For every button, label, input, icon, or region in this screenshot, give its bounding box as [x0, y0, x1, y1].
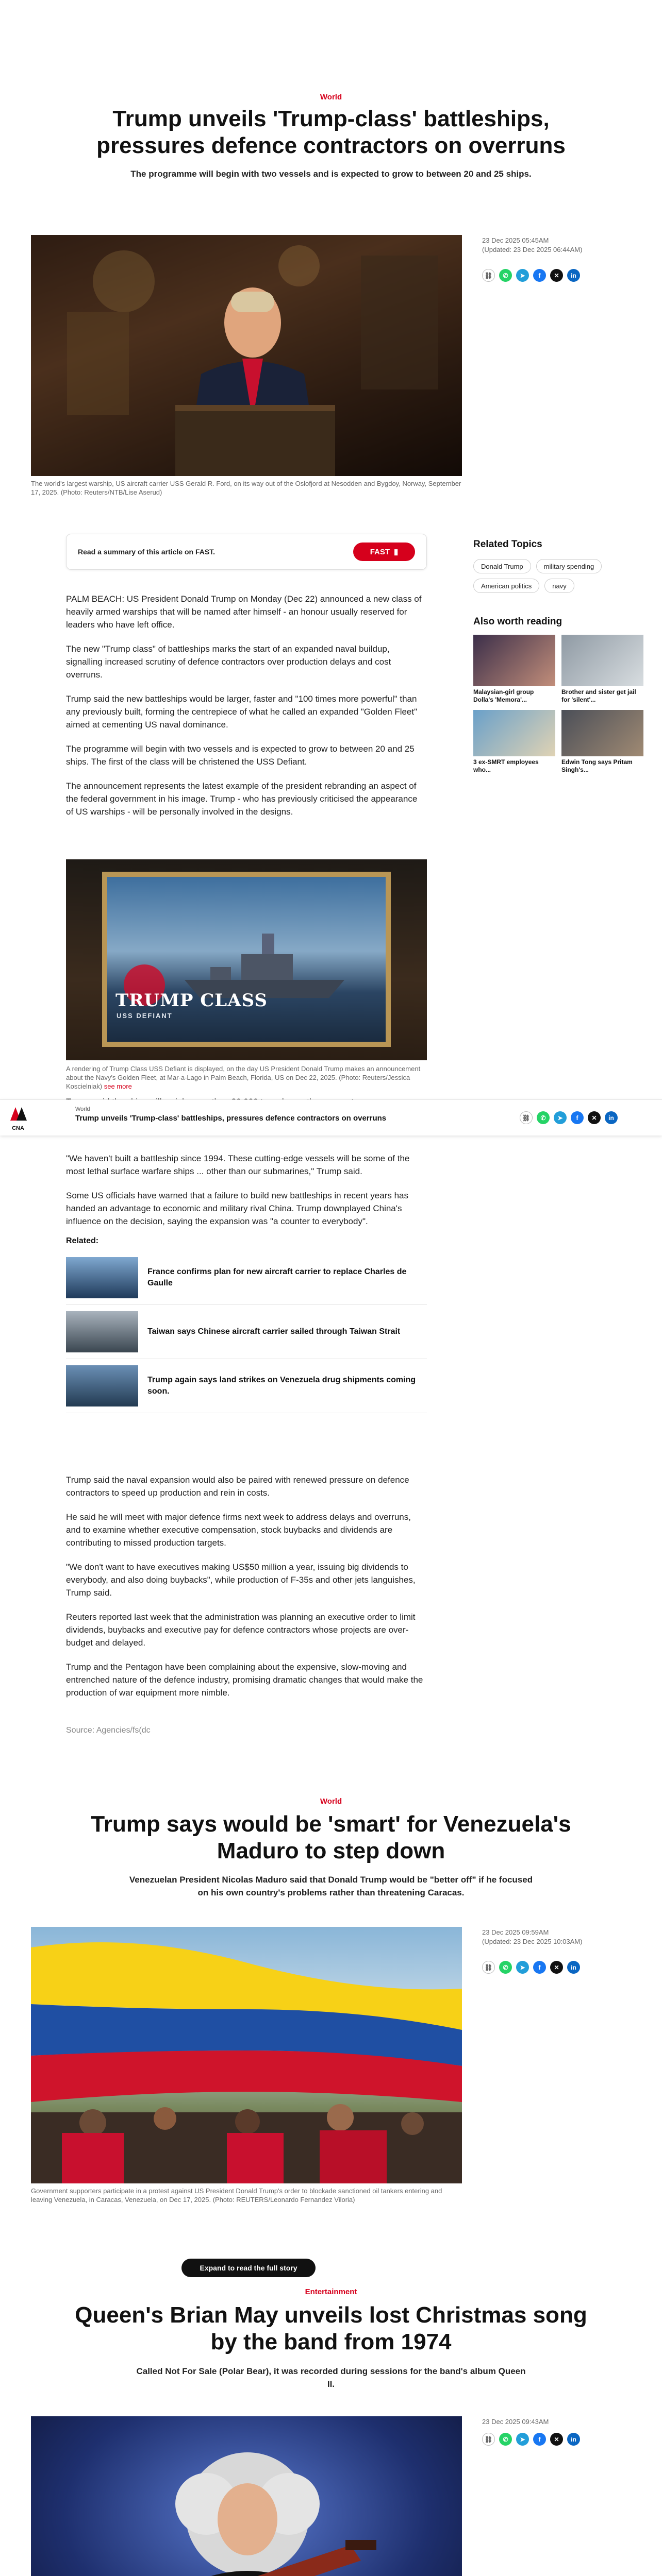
copy-link-icon[interactable]: ⛓: [482, 1961, 495, 1974]
body-paragraph: The new "Trump class" of battleships marks the start of an expanded naval buildup, signalling increased scrutiny of defence contractors over production delays and cost overruns.: [66, 644, 391, 680]
also-worth-reading-heading: Also worth reading: [473, 616, 562, 627]
expand-full-story-button[interactable]: Expand to read the full story: [181, 2259, 316, 2277]
facebook-icon[interactable]: f: [533, 1961, 546, 1974]
article-standfirst: Venezuelan President Nicolas Maduro said that Donald Trump would be "better off" if he focused on his own country's problems rather than threatening Caracas.: [129, 1875, 533, 1897]
sticky-share-bar: [520, 1111, 618, 1124]
cna-logo-text: CNA: [12, 1125, 24, 1131]
body-paragraph: Trump said the new battleships would be larger, faster and "100 times more powerful" than any previously built, forming the centrepiece of what he called an expanded "Golden Fleet" aimed at cementing US naval dominance.: [66, 694, 418, 730]
whatsapp-icon[interactable]: ✆: [499, 2433, 512, 2446]
related-item[interactable]: [66, 1359, 427, 1413]
published-time: 23 Dec 2025 09:43AM: [482, 2418, 549, 2426]
whatsapp-icon[interactable]: ✆: [537, 1111, 550, 1124]
share-bar: [482, 269, 580, 282]
body-paragraph: "We haven't built a battleship since 1994. These cutting-edge vessels will be some of the most lethal surface warfare ships ... other than our submarines," Trump said.: [66, 1154, 410, 1176]
sticky-category: World: [75, 1106, 90, 1112]
related-title: Taiwan says Chinese aircraft carrier sailed through Taiwan Strait: [147, 1327, 401, 1336]
topic-chip[interactable]: military spending: [536, 559, 602, 573]
related-item[interactable]: [66, 1305, 427, 1359]
topic-chip[interactable]: Donald Trump: [473, 559, 531, 573]
fast-summary-box: [66, 534, 427, 570]
sticky-title: Trump unveils 'Trump-class' battleships, pressures defence contractors on overruns: [75, 1114, 387, 1123]
also-thumb: [473, 635, 555, 686]
also-title: Edwin Tong says Pritam Singh's...: [561, 758, 633, 773]
rendering-image-caption: [66, 1064, 427, 1091]
related-item[interactable]: [66, 1251, 427, 1305]
see-more-link[interactable]: see more: [104, 1082, 132, 1090]
venezuela-protest-image: [31, 1927, 462, 2183]
related-list: [66, 1251, 427, 1413]
published-time: 23 Dec 2025 09:59AM: [482, 1928, 549, 1936]
x-icon[interactable]: ✕: [588, 1111, 601, 1124]
brian-may-image: [31, 2416, 462, 2576]
linkedin-icon[interactable]: in: [567, 269, 580, 282]
facebook-icon[interactable]: f: [571, 1111, 584, 1124]
fast-icon: ▮: [394, 548, 399, 556]
linkedin-icon[interactable]: in: [567, 2433, 580, 2446]
fast-label: FAST: [370, 547, 390, 556]
x-icon[interactable]: ✕: [550, 269, 563, 282]
whatsapp-icon[interactable]: ✆: [499, 269, 512, 282]
article-body-a: [66, 592, 427, 829]
related-thumb: [66, 1257, 138, 1298]
article-source: Source: Agencies/fs(dc: [66, 1726, 151, 1735]
published-time: 23 Dec 2025 05:45AM: [482, 236, 549, 244]
telegram-icon[interactable]: ➤: [554, 1111, 567, 1124]
related-title: Trump again says land strikes on Venezuela drug shipments coming soon.: [147, 1376, 416, 1396]
body-paragraph: He said he will meet with major defence firms next week to address delays and overruns, and to examine whether executive compensation, stock buybacks and dividends are contributing to missed production targets.: [66, 1512, 411, 1548]
also-thumb: [473, 710, 555, 756]
venezuela-image-caption: Government supporters participate in a protest against US President Donald Trump's order to blockade sanctioned oil tankers entering and leaving Venezuela, in Caracas, Venezuela, on Dec 17, 2025. (Photo: REUTERS/Leonardo Fernandez Viloria): [31, 2187, 442, 2204]
related-thumb: [66, 1311, 138, 1352]
topic-chip[interactable]: American politics: [473, 579, 539, 593]
article-standfirst: The programme will begin with two vessels and is expected to grow to between 20 and 25 ships.: [130, 169, 532, 179]
body-paragraph: PALM BEACH: US President Donald Trump on Monday (Dec 22) announced a new class of heavily armed warships that will be named after himself - an honour usually reserved for leaders who have left office.: [66, 594, 422, 630]
also-title: 3 ex-SMRT employees who...: [473, 758, 539, 773]
copy-link-icon[interactable]: ⛓: [482, 269, 495, 282]
cna-logo[interactable]: [8, 1105, 28, 1130]
related-topics: [473, 559, 638, 593]
category-label[interactable]: World: [320, 93, 342, 101]
related-heading: Related:: [66, 1236, 99, 1245]
body-paragraph: Trump said the naval expansion would also be paired with renewed pressure on defence contractors to speed up production and rein in costs.: [66, 1475, 409, 1498]
also-item[interactable]: [561, 635, 643, 704]
article-headline: Queen's Brian May unveils lost Christmas song by the band from 1974: [75, 2302, 587, 2354]
telegram-icon[interactable]: ➤: [516, 269, 529, 282]
poster-frame: [102, 872, 391, 1047]
facebook-icon[interactable]: f: [533, 2433, 546, 2446]
also-item[interactable]: [473, 635, 555, 704]
linkedin-icon[interactable]: in: [567, 1961, 580, 1974]
related-thumb: [66, 1365, 138, 1406]
article-body-c: [66, 1473, 427, 1710]
also-item[interactable]: [561, 710, 643, 774]
battleship-rendering-image: [66, 859, 427, 1060]
poster-title: TRUMP CLASS: [115, 990, 268, 1011]
share-bar: [482, 1961, 580, 1974]
cna-logo-mark: [8, 1105, 28, 1123]
article-headline: Trump says would be 'smart' for Venezuela's Maduro to step down: [91, 1811, 571, 1863]
x-icon[interactable]: ✕: [550, 2433, 563, 2446]
caption-text: A rendering of Trump Class USS Defiant is displayed, on the day US President Donald Trump makes an announcement about the Navy's Golden Fleet, at Mar-a-Lago in Palm Beach, Florida, US on Dec 22, 2025. (Photo: Reuters/Jessica Koscielniak): [66, 1065, 421, 1090]
also-title: Brother and sister get jail for 'silent'...: [561, 688, 636, 703]
body-paragraph: Reuters reported last week that the administration was planning an executive order to limit dividends, buybacks and executive pay for defence contractors whose projects are over-budget and delayed.: [66, 1612, 416, 1648]
fast-button[interactable]: [353, 543, 415, 561]
telegram-icon[interactable]: ➤: [516, 1961, 529, 1974]
hero-image: [31, 235, 462, 476]
related-title: France confirms plan for new aircraft carrier to replace Charles de Gaulle: [147, 1267, 407, 1287]
topic-chip[interactable]: navy: [544, 579, 574, 593]
body-paragraph: "We don't want to have executives making US$50 million a year, issuing big dividends to everybody, and also doing buybacks", while production of F-35s and other jets languishes, Trump said.: [66, 1562, 416, 1598]
also-title: Malaysian-girl group Dolla's 'Memora'...: [473, 688, 534, 703]
article-standfirst: Called Not For Sale (Polar Bear), it was recorded during sessions for the band's album Queen II.: [136, 2366, 526, 2389]
body-paragraph: Some US officials have warned that a failure to build new battleships in recent years has handed an advantage to economic and military rival China. Trump downplayed China's influence on the decision, saying the expansion was "a counter to everybody".: [66, 1191, 408, 1226]
linkedin-icon[interactable]: in: [605, 1111, 618, 1124]
category-label[interactable]: World: [320, 1797, 342, 1806]
fast-summary-prompt: Read a summary of this article on FAST.: [78, 548, 216, 556]
telegram-icon[interactable]: ➤: [516, 2433, 529, 2446]
whatsapp-icon[interactable]: ✆: [499, 1961, 512, 1974]
body-paragraph: The announcement represents the latest example of the president rebranding an aspect of the federal government in his image. Trump - who has previously criticised the appearance of US warships - will be personally involved in the designs.: [66, 781, 418, 817]
copy-link-icon[interactable]: ⛓: [520, 1111, 533, 1124]
body-paragraph: Trump and the Pentagon have been complaining about the expensive, slow-moving and entrenched nature of the defence industry, promising dramatic changes that would make the production of war equipment more nimble.: [66, 1662, 423, 1698]
x-icon[interactable]: ✕: [550, 1961, 563, 1974]
facebook-icon[interactable]: f: [533, 269, 546, 282]
poster-subtitle: USS DEFIANT: [117, 1012, 173, 1020]
also-thumb: [561, 635, 643, 686]
also-thumb: [561, 710, 643, 756]
also-worth-reading-grid: [473, 635, 643, 774]
article-body-b: [66, 1152, 427, 1239]
updated-time: (Updated: 23 Dec 2025 06:44AM): [482, 246, 583, 253]
article-headline: Trump unveils 'Trump-class' battleships, pressures defence contractors on overruns: [96, 106, 566, 158]
body-paragraph: The programme will begin with two vessels and is expected to grow to between 20 and 25 ships. The first of the class will be christened the USS Defiant.: [66, 744, 415, 767]
updated-time: (Updated: 23 Dec 2025 10:03AM): [482, 1938, 583, 1945]
share-bar: [482, 2433, 580, 2446]
copy-link-icon[interactable]: ⛓: [482, 2433, 495, 2446]
hero-image-caption: The world's largest warship, US aircraft carrier USS Gerald R. Ford, on its way out of the Oslofjord at Nesodden and Bygdoy, Norway, September 17, 2025. (Photo: Reuters/NTB/Lise Aserud): [31, 480, 461, 496]
sticky-article-bar: [0, 1099, 662, 1136]
category-label[interactable]: Entertainment: [305, 2287, 357, 2296]
related-topics-heading: Related Topics: [473, 539, 542, 550]
also-item[interactable]: [473, 710, 555, 774]
